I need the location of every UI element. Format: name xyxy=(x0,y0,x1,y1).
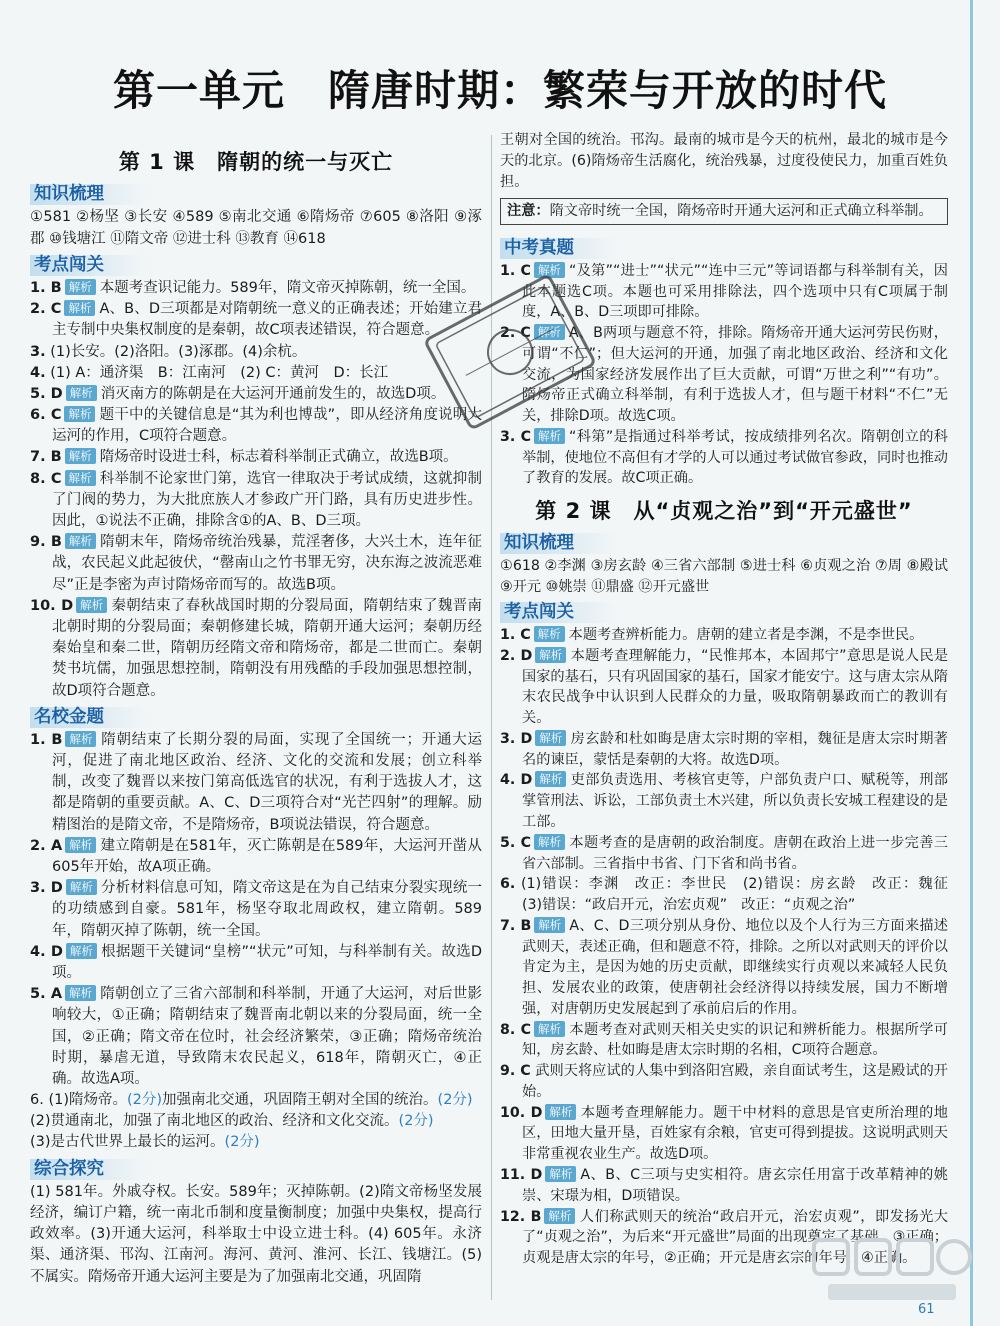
question-number: 3. D xyxy=(30,880,63,897)
section-zonghe: 综合探究 xyxy=(30,1159,148,1180)
analysis-tag: 解析 xyxy=(64,300,95,316)
score-badge: (2分) xyxy=(126,1092,163,1109)
analysis-tag: 解析 xyxy=(65,279,96,295)
kaodian-2-item xyxy=(500,916,948,1020)
answer-text: (1)错误：李渊 改正：李世民 (2)错误：房玄龄 改正：魏征 (3)错误：“政启开元，治宏贞观” 改正：“贞观之治” xyxy=(521,876,963,914)
answer-text: “及第”“进士”“状元”“连中三元”等词语都与科举制有关，因此本题选C项。本题也可采用排除法，四个选项中只有C项属于制度，A、B、D三项即可排除。 xyxy=(522,262,948,321)
analysis-tag: 解析 xyxy=(534,324,565,340)
mingxiao-item xyxy=(30,730,482,836)
question-number: 5. A xyxy=(30,986,63,1003)
question-number: 4. xyxy=(30,364,46,381)
analysis-tag: 解析 xyxy=(65,985,96,1001)
note-box xyxy=(500,198,948,225)
kaodian-2-item xyxy=(500,646,948,729)
kaodian-1-item xyxy=(30,342,482,363)
answer-text: 消灭南方的陈朝是在大运河开通前发生的，故选D项。 xyxy=(100,385,446,402)
kaodian-2-item xyxy=(500,1103,948,1165)
answer-text: A、B、D三项都是对隋朝统一意义的正确表述；开始建立君主专制中央集权制度的是秦朝，故C项表述错误，符合题意。 xyxy=(52,301,483,339)
analysis-tag: 解析 xyxy=(66,879,97,895)
unit-title: 第一单元 隋唐时期：繁荣与开放的时代 xyxy=(112,66,887,115)
q6-line-3 xyxy=(30,1132,482,1153)
kaodian-2-item xyxy=(500,1020,948,1062)
kaodian-1-item xyxy=(30,384,482,405)
answer-text: A、B两项与题意不符，排除。隋炀帝开通大运河劳民伤财，可谓“不仁”；但大运河的开通，加强了南北地区政治、经济和文化交流，为国家经济发展作出了巨大贡献，可谓“万世之利”“有功”。隋炀帝正式确立科举制，有利于选拔人才，但与题干材料“不仁”无关，排除D项。故选C项。 xyxy=(522,325,948,425)
analysis-tag: 解析 xyxy=(535,771,566,787)
mingxiao-list xyxy=(30,730,482,1090)
lesson-2-title: 第 2 课 从“贞观之治”到“开元盛世” xyxy=(535,499,913,524)
kaodian-2-item xyxy=(500,625,948,646)
kaodian-2-item xyxy=(500,833,948,875)
section-zhishi-1: 知识梳理 xyxy=(30,184,148,205)
analysis-tag: 解析 xyxy=(65,837,96,853)
question-number: 7. B xyxy=(500,917,532,934)
answer-text: 题干中的关键信息是“其为利也博哉”，即从经济角度说明大运河的作用，C项符合题意。 xyxy=(52,407,482,445)
analysis-tag: 解析 xyxy=(534,262,565,278)
analysis-tag: 解析 xyxy=(66,943,97,959)
answer-text: 秦朝结束了春秋战国时期的分裂局面，隋朝结束了魏晋南北朝时期的分裂局面；秦朝修建长城，隋朝开通大运河；秦朝历经秦始皇和秦二世，隋朝历经隋文帝和隋炀帝，都是二世而亡。秦朝焚书坑儒，加强思想控制，隋朝没有用残酷的手段加强思想控制，故D项符合题意。 xyxy=(52,597,482,699)
kaodian-2-item xyxy=(500,1165,948,1207)
question-number: 2. D xyxy=(500,647,533,664)
column-divider xyxy=(491,135,492,1300)
q6-text-2: (2)贯通南北，加强了南北地区的政治、经济和文化交流。 xyxy=(30,1113,399,1130)
analysis-tag: 解析 xyxy=(65,470,96,486)
answer-text: 本题考查辨析能力。唐朝的建立者是李渊，不是李世民。 xyxy=(568,627,924,644)
question-number: 1. C xyxy=(500,627,531,644)
zonghe-answer: (1) 581年。外戚夺权。长安。589年；灭掉陈朝。(2)隋文帝杨坚发展经济，编订户籍，统一南北币制和度量衡制度；加强中央集权，提高行政效率。(3)开通大运河，科举取士中设立进士科。(4) 605年。永济渠、通济渠、邗沟、江南河。海河、黄河、淮河、长江、钱塘江。(5)不属实。隋炀帝开通大运河主要是为了加强南北交通，巩固隋 xyxy=(30,1183,482,1285)
question-number: 5. C xyxy=(500,834,532,851)
q6-rest-1: 加强南北交通，巩固隋王朝对全国的统治。 xyxy=(162,1092,438,1109)
answer-text: 建立隋朝是在581年，灭亡陈朝是在589年，大运河开凿从605年开始，故A项正确。 xyxy=(52,837,482,875)
q6-line-2 xyxy=(30,1111,482,1132)
question-number: 4. D xyxy=(500,772,533,789)
page-edge-strip xyxy=(970,0,973,1326)
question-number: 8. C xyxy=(30,470,62,487)
answer-text: “科第”是指通过科举考试，按成绩排列名次。隋朝创立的科举制，使地位不高但有才学的人可以通过考试做官参政，同时也推动了教育的发展。故C项正确。 xyxy=(522,428,948,487)
mingxiao-item xyxy=(30,942,482,984)
analysis-tag: 解析 xyxy=(535,730,566,746)
section-kaodian-2: 考点闯关 xyxy=(500,602,618,623)
continued-answer: 王朝对全国的统治。邗沟。最南的城市是今天的杭州，最北的城市是今天的北京。(6)隋炀帝生活腐化，统治残暴，过度役使民力，加重百姓负担。 xyxy=(500,132,948,190)
answer-text: 吏部负责选用、考核官吏等，户部负责户口、赋税等，刑部掌管刑法、诉讼，工部负责土木兴建，所以负责长安城工程建设的是工部。 xyxy=(522,772,948,830)
question-number: 8. C xyxy=(500,1021,532,1038)
answer-text: 隋朝结束了长期分裂的局面，实现了全国统一；开通大运河，促进了南北地区政治、经济、文化的交流和发展；创立科举制，改变了魏晋以来按门第高低选官的状况，有利于选拔人才，这都是隋朝的重要贡献。A、C、D三项符合对“光芒四射”的理解。励精图治的是隋文帝，不是隋炀帝，B项说法错误，符合题意。 xyxy=(52,731,483,833)
question-number: 2. A xyxy=(30,837,63,854)
mingxiao-item xyxy=(30,878,482,942)
question-number: 4. D xyxy=(30,943,63,960)
analysis-tag: 解析 xyxy=(544,1208,575,1224)
zhongkao-item xyxy=(500,323,948,427)
kaodian-2-item xyxy=(500,1207,948,1269)
kaodian-2-item xyxy=(500,729,948,771)
mingxiao-item xyxy=(30,836,482,878)
answer-text: 武则天将应试的人集中到洛阳宫殿，亲自面试考生，这是殿试的开始。 xyxy=(522,1063,948,1100)
answer-text: 本题考查对武则天相关史实的识记和辨析能力。根据所学可知，房玄龄、杜如晦是唐太宗时期的名相，C项符合题意。 xyxy=(522,1021,948,1059)
analysis-tag: 解析 xyxy=(534,626,565,642)
question-number: 6. xyxy=(500,876,516,893)
answer-text: A、B、C三项与史实相符。唐玄宗任用富于改革精神的姚崇、宋璟为相，D项错误。 xyxy=(522,1166,948,1204)
kaodian-1-item xyxy=(30,299,482,341)
analysis-tag: 解析 xyxy=(65,533,96,549)
kaodian-1-item xyxy=(30,363,482,384)
section-kaodian-1: 考点闯关 xyxy=(30,255,148,276)
answer-text: 分析材料信息可知，隋文帝这是在为自己结束分裂实现统一的功绩感到自豪。581年，杨坚夺取北周政权，建立隋朝。589年，隋朝灭掉了陈朝，统一全国。 xyxy=(52,880,482,939)
answer-text: 科举制不论家世门第，选官一律取决于考试成绩，这就抑制了门阀的势力，为大批庶族人才参政广开门路，具有历史进步性。因此，①说法不正确，排除含①的A、B、D三项。 xyxy=(52,470,482,529)
note-text: 隋文帝时统一全国，隋炀帝时开通大运河和正式确立科举制。 xyxy=(549,203,933,220)
question-number: 12. B xyxy=(500,1208,542,1225)
lesson-1-title: 第 1 课 隋朝的统一与灭亡 xyxy=(118,150,394,174)
kaodian-1-item xyxy=(30,596,482,702)
analysis-tag: 解析 xyxy=(534,917,565,933)
section-zhishi-2: 知识梳理 xyxy=(500,533,618,554)
kaodian-1-item xyxy=(30,469,482,533)
left-column xyxy=(30,130,482,1326)
question-number: 6. C xyxy=(30,407,62,424)
answer-text: 隋朝创立了三省六部制和科举制，开通了大运河，对后世影响较大，①正确；隋朝结束了魏晋南北朝以来的分裂局面，统一全国，②正确；隋文帝在位时，社会经济繁荣，③正确；隋炀帝统治时期，暴虐无道，导致隋末农民起义，618年，隋朝灭亡，④正确。故选A项。 xyxy=(52,986,482,1087)
question-number: 2. C xyxy=(30,301,62,318)
kaodian-list-1 xyxy=(30,278,482,702)
analysis-tag: 解析 xyxy=(534,834,565,850)
kaodian-2-item xyxy=(500,770,948,832)
question-number: 3. D xyxy=(500,730,533,747)
zhongkao-item xyxy=(500,427,948,489)
answer-text: 根据题干关键词“皇榜”“状元”可知，与科举制有关。故选D项。 xyxy=(52,943,482,981)
kaodian-2-item xyxy=(500,874,963,916)
analysis-tag: 解析 xyxy=(66,385,97,401)
score-badge: (2分) xyxy=(224,1134,260,1151)
analysis-tag: 解析 xyxy=(65,731,96,747)
analysis-tag: 解析 xyxy=(545,1104,576,1120)
analysis-tag: 解析 xyxy=(65,448,96,464)
question-number: 7. B xyxy=(30,449,62,466)
zhishi-answers-1: ①581 ②杨坚 ③长安 ④589 ⑤南北交通 ⑥隋炀帝 ⑦605 ⑧洛阳 ⑨涿郡 ⑩钱塘江 ⑪隋文帝 ⑫进士科 ⑬教育 ⑭618 xyxy=(30,209,482,247)
q6-line-1 xyxy=(30,1090,482,1111)
answer-text: 房玄龄和杜如晦是唐太宗时期的宰相，魏征是唐太宗时期著名的谏臣，蒙恬是秦朝的大将。故选D项。 xyxy=(522,730,948,768)
question-number: 1. B xyxy=(30,279,62,296)
question-number: 1. C xyxy=(500,262,531,279)
page-number: 61 xyxy=(918,1302,935,1317)
question-number: 11. D xyxy=(500,1166,543,1183)
answer-text: 本题考查理解能力，“民惟邦本，本固邦宁”意思是说人民是国家的基石，只有巩固国家的基石，国家才能安宁。这与唐太宗从隋末农民战争中认识到人民群众的力量，吸取隋朝暴政而亡的教训有关。 xyxy=(522,647,949,727)
answer-text: 隋炀帝时设进士科，标志着科举制正式确立，故选B项。 xyxy=(99,449,458,466)
note-label: 注意： xyxy=(507,203,550,220)
kaodian-2-item xyxy=(500,1061,948,1103)
kaodian-1-item xyxy=(30,405,482,447)
section-zhongkao: 中考真题 xyxy=(500,238,618,259)
answer-text: 本题考查的是唐朝的政治制度。唐朝在政治上进一步完善三省六部制。三省指中书省、门下省和尚书省。 xyxy=(522,834,948,872)
analysis-tag: 解析 xyxy=(76,597,107,613)
question-number: 1. B xyxy=(30,731,63,748)
right-column xyxy=(500,130,963,1326)
question-number: 9. C xyxy=(500,1063,531,1080)
question-number: 3. C xyxy=(500,428,531,445)
question-number: 9. B xyxy=(30,534,62,551)
kaodian-1-item xyxy=(30,532,482,596)
kaodian-list-2 xyxy=(500,625,963,1269)
answer-text: 本题考查理解能力。题干中材料的意思是官吏所治理的地区，田地大量开垦，百姓家有余粮，官吏可得到提拔。这说明武则天非常重视农业生产。故选D项。 xyxy=(522,1104,948,1163)
kaodian-1-item xyxy=(30,278,482,299)
analysis-tag: 解析 xyxy=(64,406,95,422)
answer-text: 人们称武则天的统治“政启开元，治宏贞观”，即发扬光大了“贞观之治”，为后来“开元盛世”局面的出现奠定了基础。③正确；贞观是唐太宗的年号，②正确；开元是唐玄宗的年号，④正确。 xyxy=(522,1208,948,1267)
answer-text: 隋朝末年，隋炀帝统治残暴，荒淫奢侈，大兴土木，连年征战，农民起义此起彼伏，“罄南山之竹书罪无穷，决东海之波流恶难尽”正是李密为声讨隋炀帝而写的。故选B项。 xyxy=(52,534,483,593)
score-badge: (2分) xyxy=(437,1092,473,1109)
analysis-tag: 解析 xyxy=(534,428,565,444)
analysis-tag: 解析 xyxy=(545,1166,576,1182)
question-number: 10. D xyxy=(500,1104,543,1121)
question-number: 10. D xyxy=(30,597,74,614)
analysis-tag: 解析 xyxy=(535,647,566,663)
analysis-tag: 解析 xyxy=(534,1021,565,1037)
zhishi-answers-2: ①618 ②李渊 ③房玄龄 ④三省六部制 ⑤进士科 ⑥贞观之治 ⑦周 ⑧殿试 ⑨开元 ⑩姚崇 ⑪鼎盛 ⑫开元盛世 xyxy=(500,557,948,595)
answer-text: A、C、D三项分别从身份、地位以及个人行为三方面来描述武则天，表述正确，但和题意不符，排除。之所以对武则天的评价以肯定为主，是因为她的历史贡献，即继续实行贞观以来减轻人民负担、发展农业的政策，使唐朝社会经济得以持续发展，国力不断增强，对唐朝历史发展起到了承前启后的作用。 xyxy=(522,917,948,1017)
question-number: 3. xyxy=(30,343,46,360)
zhongkao-list xyxy=(500,261,948,489)
q6-text-1: 6. (1)隋炀帝。 xyxy=(30,1092,127,1109)
answer-text: 本题考查识记能力。589年，隋文帝灭掉陈朝，统一全国。 xyxy=(99,279,476,296)
section-mingxiao: 名校金题 xyxy=(30,707,148,728)
answer-text: (1)长安。(2)洛阳。(3)涿郡。(4)余杭。 xyxy=(50,343,307,360)
q6-text-3: (3)是古代世界上最长的运河。 xyxy=(30,1134,225,1151)
zhongkao-item xyxy=(500,261,948,323)
score-badge: (2分) xyxy=(398,1113,434,1130)
question-number: 5. D xyxy=(30,385,63,402)
mingxiao-item xyxy=(30,984,482,1090)
kaodian-1-item xyxy=(30,447,482,468)
question-number: 2. C xyxy=(500,325,531,342)
answer-text: (1) A：通济渠 B：江南河 (2) C：黄河 D：长江 xyxy=(50,364,389,381)
